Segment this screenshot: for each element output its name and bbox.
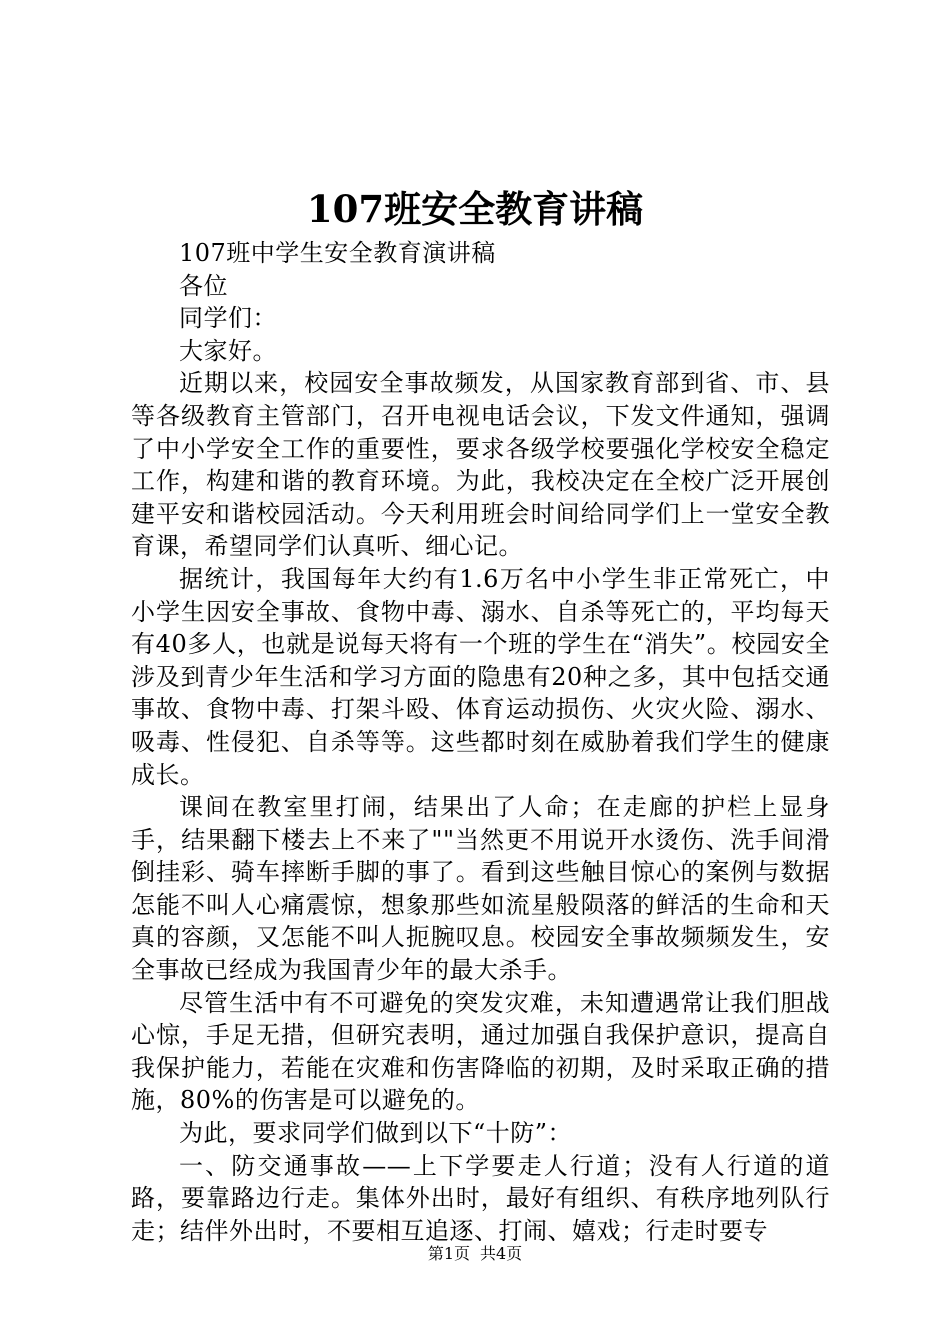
- paragraph-greeting-3: 大家好。: [179, 336, 277, 365]
- paragraph-intro: 近期以来，校园安全事故频发，从国家教育部到省、市、县等各级教育主管部门，召开电视电话会议，下发文件通知，强调了中小学安全工作的重要性，要求各级学校要强化学校安全稳定工作，构建和谐的教育环境。为此，我校决定在全校广泛开展创建平安和谐校园活动。今天利用班会时间给同学们上一堂安全教育课，希望同学们认真听、细心记。: [131, 369, 830, 561]
- document-body: [131, 237, 830, 1247]
- paragraph-statistics: 据统计，我国每年大约有1.6万名中小学生非正常死亡，中小学生因安全事故、食物中毒、溺水、自杀等死亡的，平均每天有40多人，也就是说每天将有一个班的学生在“消失”。校园安全涉及到青少年生活和学习方面的隐患有20种之多，其中包括交通事故、食物中毒、打架斗殴、体育运动损伤、火灾火险、溺水、吸毒、性侵犯、自杀等等。这些都时刻在威胁着我们学生的健康成长。: [131, 564, 830, 789]
- paragraph-subtitle: 107班中学生安全教育演讲稿: [179, 239, 496, 267]
- paragraph-rule-traffic: 一、防交通事故——上下学要走人行道；没有人行道的道路，要靠路边行走。集体外出时，最好有组织、有秩序地列队行走；结伴外出时，不要相互追逐、打闹、嬉戏；行走时要专: [131, 1151, 830, 1245]
- paragraph-greeting-1: 各位: [179, 271, 228, 300]
- paragraph-ten-rules-intro: 为此，要求同学们做到以下“十防”：: [179, 1119, 573, 1148]
- page-number: 第1页: [427, 1244, 470, 1263]
- paragraph-prevention: 尽管生活中有不可避免的突发灾难，未知遭遇常让我们胆战心惊，手足无措，但研究表明，通过加强自我保护意识，提高自我保护能力，若能在灾难和伤害降临的初期，及时采取正确的措施，80%的伤害是可以避免的。: [131, 988, 830, 1115]
- page-total: 共4页: [480, 1244, 523, 1263]
- paragraph-examples: 课间在教室里打闹，结果出了人命；在走廊的护栏上显身手，结果翻下楼去上不来了""当然更不用说开水烫伤、洗手间滑倒挂彩、骑车摔断手脚的事了。看到这些触目惊心的案例与数据怎能不叫人心痛震惊，想象那些如流星般陨落的鲜活的生命和天真的容颜，又怎能不叫人扼腕叹息。校园安全事故频频发生，安全事故已经成为我国青少年的最大杀手。: [131, 793, 830, 985]
- document-title: 107班安全教育讲稿: [306, 187, 644, 231]
- paragraph-greeting-2: 同学们：: [179, 304, 277, 333]
- page-footer: [0, 1243, 950, 1265]
